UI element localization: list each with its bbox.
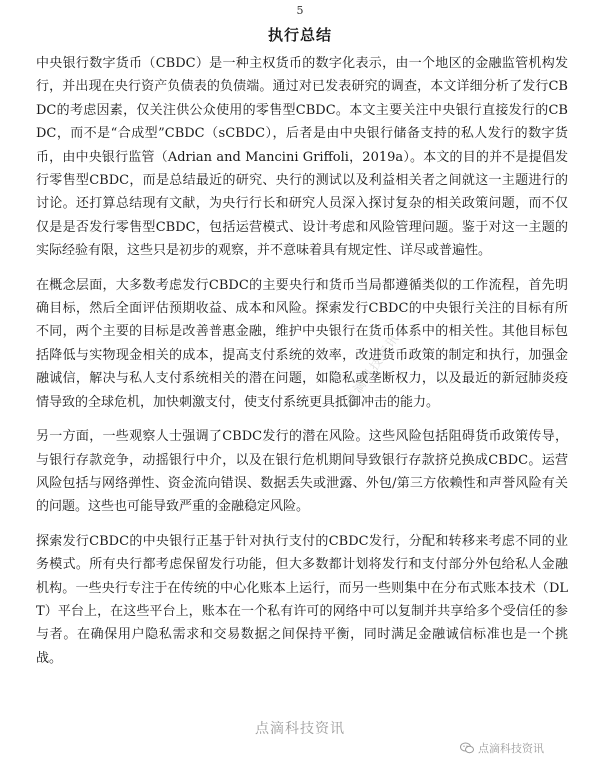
document-body — [36, 52, 568, 681]
source-watermark: 点滴科技资讯 — [255, 721, 345, 737]
page-number: 5 — [296, 4, 304, 17]
page-title: 执行总结 — [267, 26, 332, 44]
wechat-account-name: 点滴科技资讯 — [478, 742, 544, 755]
paragraph-1: 中央银行数字货币（CBDC）是一种主权货币的数字化表示，由一个地区的金融监管机构发行，并出现在央行资产负债表的负债端。通过对已发表研究的调查，本文详细分析了发行CBDC的考虑因素，仅关注供公众使用的零售型CBDC。本文主要关注中央银行直接发行的CBDC，而不是“合成型”CBDC（sCBDC），后者是由中央银行储备支持的私人发行的数字货币，由中央银行监管（Adrian and Mancini Griffoli，2019a）。本文的目的并不是提倡发行零售型CBDC，而是总结最近的研究、央行的测试以及利益相关者之间就这一主题进行的讨论。还打算总结现有文献，为央行行长和研究人员深入探讨复杂的相关政策问题，而不仅仅是是否发行零售型CBDC，包括运营模式、设计考虑和风险管理问题。鉴于对这一主题的实际经验有限，这些只是初步的观察，并不意味着具有规定性、详尽或普遍性。 — [36, 56, 568, 259]
diagonal-watermark: 点滴科技资讯 — [342, 330, 403, 408]
paragraph-4: 探索发行CBDC的中央银行正基于针对执行支付的CBDC发行，分配和转移来考虑不同的业务模式。所有央行都考虑保留发行功能，但大多数都计划将发行和支付部分外包给私人金融机构。一些央行专注于在传统的中心化账本上运行，而另一些则集中在分布式账本技术（DLT）平台上，在这些平台上，账本在一个私有许可的网络中可以复制并共享给多个受信任的参与者。在确保用户隐私需求和交易数据之间保持平衡，同时满足金融诚信标准也是一个挑战。 — [36, 533, 568, 666]
wechat-watermark — [460, 740, 544, 756]
paragraph-2: 在概念层面，大多数考虑发行CBDC的主要央行和货币当局都遵循类似的工作流程，首先明确目标，然后全面评估预期收益、成本和风险。探索发行CBDC的中央银行关注的目标有所不同，两个主要的目标是改善普惠金融，维护中央银行在货币体系中的相关性。其他目标包括降低与实物现金相关的成本，提高支付系统的效率，改进货币政策的制定和执行，加强金融诚信，解决与私人支付系统相关的潜在问题，如隐私或垄断权力，以及最近的新冠肺炎疫情导致的全球危机，加快刺激支付，使支付系统更具抵御冲击的能力。 — [36, 277, 568, 410]
paragraph-3: 另一方面，一些观察人士强调了CBDC发行的潜在风险。这些风险包括阻碍货币政策传导，与银行存款竞争，动摇银行中介，以及在银行危机期间导致银行存款挤兑换成CBDC。运营风险包括与网络弹性、资金流向错误、数据丢失或泄露、外包/第三方依赖性和声誉风险有关的问题。这些也可能导致严重的金融稳定风险。 — [36, 429, 568, 515]
wechat-logo-icon — [460, 742, 474, 754]
